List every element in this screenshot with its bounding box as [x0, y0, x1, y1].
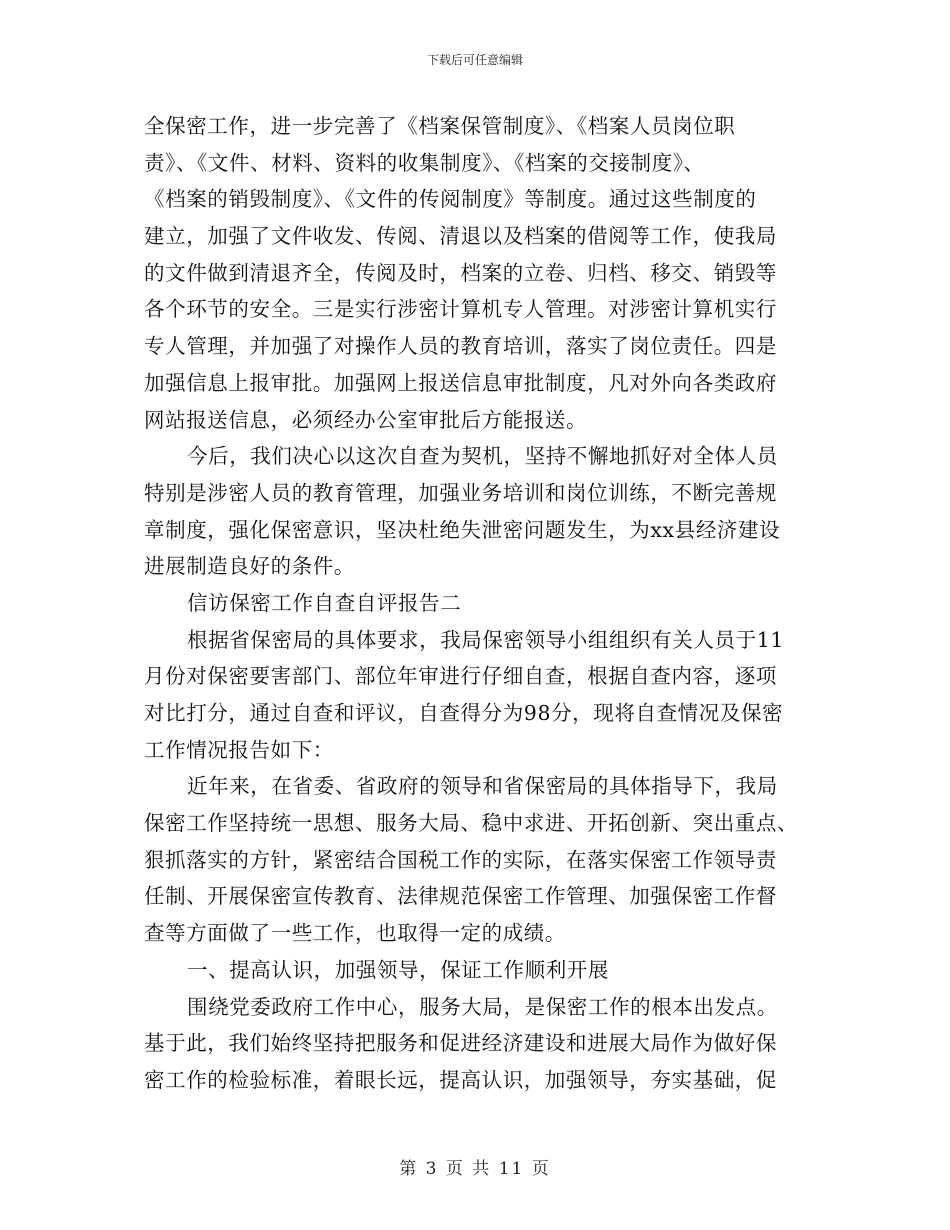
paragraph-start-line: 围绕党委政府工作中心，服务大局，是保密工作的根本出发点。	[187, 994, 778, 1019]
text-line: 加强信息上报审批。加强网上报送信息审批制度，凡对外向各类政府	[144, 370, 777, 395]
text-line: 建立，加强了文件收发、传阅、清退以及档案的借阅等工作，使我局	[144, 224, 777, 249]
section-title: 信访保密工作自查自评报告二	[187, 590, 462, 615]
document-body	[144, 108, 804, 1099]
text-line: 工作情况报告如下：	[144, 737, 334, 762]
text-line: 网站报送信息，必须经办公室审批后方能报送。	[144, 407, 588, 432]
text-line: 密工作的检验标准，着眼长远，提高认识，加强领导，夯实基础，促	[144, 1067, 777, 1092]
text-line: 《档案的销毁制度》、《文件的传阅制度》等制度。通过这些制度的	[144, 187, 757, 212]
page-header: 下载后可任意编辑	[426, 53, 523, 67]
text-line: 基于此，我们始终坚持把服务和促进经济建设和进展大局作为做好保	[144, 1031, 777, 1056]
text-line: 进展制造良好的条件。	[144, 554, 355, 579]
text-line: 专人管理，并加强了对操作人员的教育培训，落实了岗位责任。四是	[144, 334, 777, 359]
section-heading: 一、提高认识，加强领导，保证工作顺利开展	[187, 957, 609, 982]
text-line: 的文件做到清退齐全，传阅及时，档案的立卷、归档、移交、销毁等	[144, 260, 777, 285]
text-line: 各个环节的安全。三是实行涉密计算机专人管理。对涉密计算机实行	[144, 297, 777, 322]
text-line: 全保密工作，进一步完善了《档案保管制度》、《档案人员岗位职	[144, 114, 736, 138]
paragraph-start-line: 近年来，在省委、省政府的领导和省保密局的具体指导下，我局	[187, 774, 778, 799]
text-line: 查等方面做了一些工作，也取得一定的成绩。	[144, 921, 566, 946]
page-number: 第 3 页 共 11 页	[399, 1159, 551, 1179]
text-line: 狠抓落实的方针，紧密结合国税工作的实际，在落实保密工作领导责	[144, 847, 777, 872]
text-line: 章制度，强化保密意识，坚决杜绝失泄密问题发生，为xx县经济建设	[144, 517, 781, 542]
text-line: 任制、开展保密宣传教育、法律规范保密工作管理、加强保密工作督	[144, 884, 777, 909]
text-line: 对比打分，通过自查和评议，自查得分为98分，现将自查情况及保密	[144, 701, 784, 725]
text-line: 月份对保密要害部门、部位年审进行仔细自查，根据自查内容，逐项	[144, 664, 777, 689]
paragraph-start-line: 根据省保密局的具体要求，我局保密领导小组组织有关人员于11	[187, 627, 784, 652]
text-line: 特别是涉密人员的教育管理，加强业务培训和岗位训练，不断完善规	[144, 480, 777, 505]
text-line: 保密工作坚持统一思想、服务大局、稳中求进、开拓创新、突出重点、	[144, 811, 799, 836]
paragraph-start-line: 今后，我们决心以这次自查为契机，坚持不懈地抓好对全体人员	[187, 444, 778, 469]
text-line: 责》、《文件、材料、资料的收集制度》、《档案的交接制度》、	[144, 150, 705, 175]
